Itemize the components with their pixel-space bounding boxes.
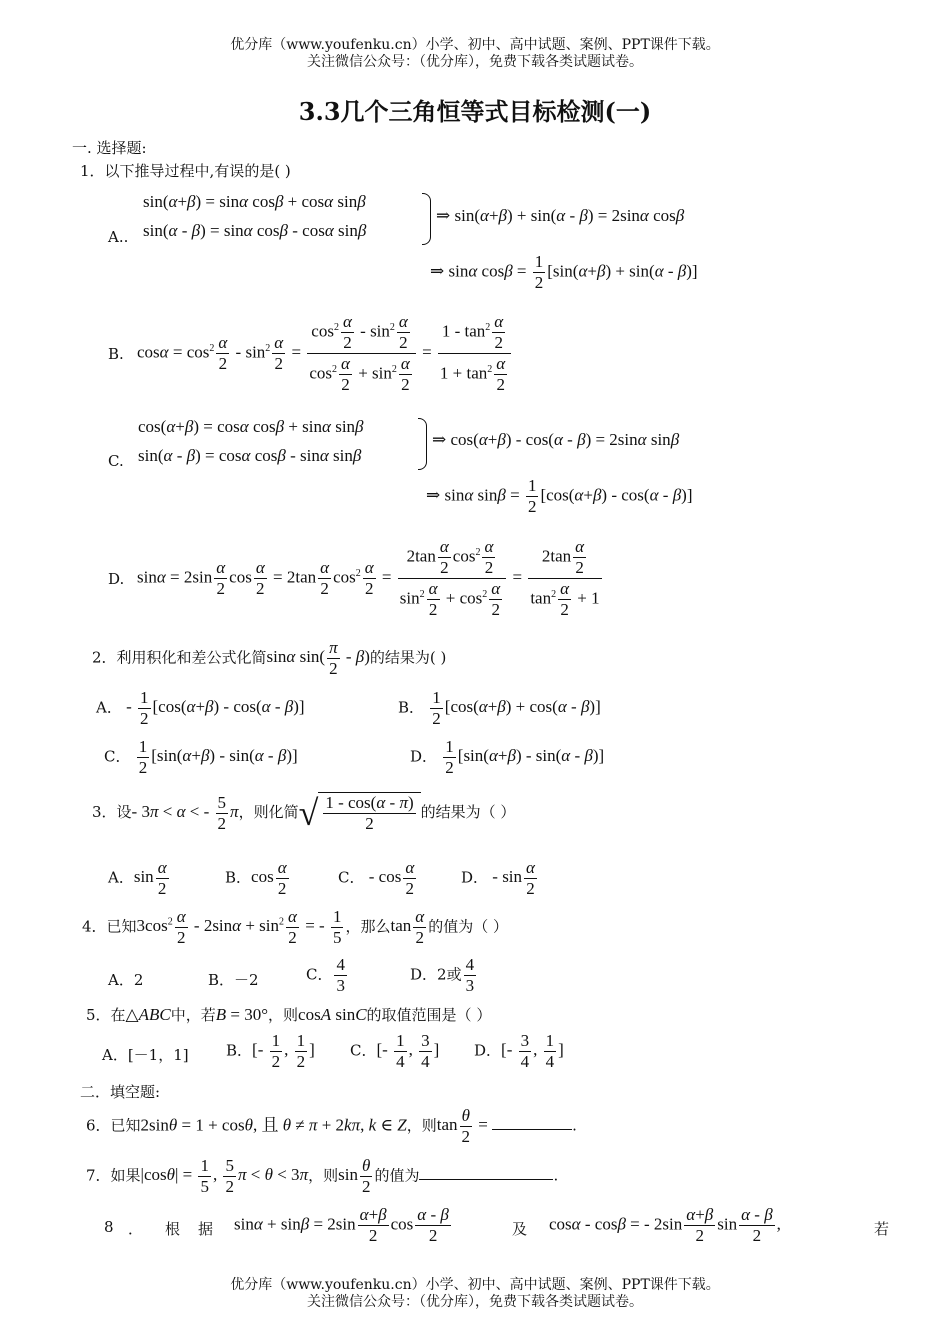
footer-line-2: 关注微信公众号：（优分库），免费下载各类试题试卷。 — [307, 1294, 643, 1310]
q4-option-d[interactable]: D．2或 $\frac{4}{3}$ — [410, 955, 475, 995]
q1-option-b-label: B. — [108, 345, 124, 363]
question-4-stem: 4．已知$3\cos^2$ $\frac{\alpha}{2}$ - $2\sin\alpha + \sin^2$ $\frac{\alpha}{2}$ = - $\frac{1}{5}$ ，那么tan $\frac{\alpha}{2}$ 的值为（ ） — [82, 907, 508, 947]
footer-line-1: 优分库（www.youfenku.cn）小学、初中、高中试题、案例、PPT课件下载。 — [230, 1277, 720, 1293]
q2-option-a[interactable]: A． - $\frac{1}{2}$ [cos(α+β) - cos(α - β)] — [96, 688, 305, 728]
section-choice-heading: 一. 选择题: — [72, 139, 147, 157]
q8-word-ruo: 若 — [874, 1220, 890, 1238]
question-2-stem: 2．利用积化和差公式化简sinα sin( $\frac{\pi}{2}$ - β)的结果为( ) — [92, 638, 447, 678]
q7-answer-blank[interactable] — [419, 1179, 553, 1180]
q1-a-line2: sin(α - β) = sinα cosβ - cosα sinβ — [143, 221, 367, 240]
q1-c-line1: cos(α+β) = cosα cosβ + sinα sinβ — [138, 417, 364, 436]
q1-c-conclusion: ⇒ sinα sinβ = $\frac{1}{2}$ [cos(α+β) - cos(α - β)] — [426, 476, 693, 516]
page-title: 3.3几个三角恒等式目标检测(一) — [298, 97, 652, 126]
q4-option-a[interactable]: A．2 — [108, 971, 144, 989]
q8-word-ju: 据 — [198, 1220, 214, 1238]
q2-option-d[interactable]: D． $\frac{1}{2}$ [sin(α+β) - sin(α - β)] — [410, 737, 605, 777]
q2-option-b[interactable]: B． $\frac{1}{2}$ [cos(α+β) + cos(α - β)] — [398, 688, 601, 728]
q8-word-ji: 及 — [512, 1220, 528, 1238]
q1-c-line2: sin(α - β) = cosα cosβ - sinα sinβ — [138, 446, 362, 465]
q4-option-c[interactable]: C． $\frac{4}{3}$ — [306, 955, 345, 995]
q8-formula-1: sinα + sinβ = 2sin $\frac{\alpha+\beta}{2}$ cos $\frac{\alpha - \beta}{2}$ — [234, 1205, 449, 1245]
q1-c-brace — [418, 418, 427, 470]
q5-option-c[interactable]: C．[- $\frac{1}{4}$ , $\frac{3}{4}$ ] — [350, 1031, 440, 1071]
q5-option-d[interactable]: D．[- $\frac{3}{4}$ , $\frac{1}{4}$ ] — [474, 1031, 564, 1071]
q2-option-c[interactable]: C． $\frac{1}{2}$ [sin(α+β) - sin(α - β)] — [104, 737, 298, 777]
q1-option-c-label: C. — [108, 452, 124, 470]
q3-option-a[interactable]: A．sin $\frac{\alpha}{2}$ — [108, 858, 167, 898]
q1-d-formula: sinα = 2sin $\frac{\alpha}{2}$ cos $\frac{\alpha}{2}$ = 2tan $\frac{\alpha}{2}$ $\cos^2$ $\frac{\alpha}{2}$ = 2tan $\frac{\alpha}{2}$ $\cos^2$ $\frac{\alpha}{2}$ $\sin^2$ $\frac{\alpha}{2}$ + $\cos^2$ $\frac{\alpha}{2}$ = 2tan $\frac{\alpha}{2}$ $\tan^2$ $\frac{\alpha}{2}$ + 1 — [137, 537, 600, 619]
section-fill-heading: 二．填空题: — [80, 1083, 161, 1101]
header-line-1: 优分库（www.youfenku.cn）小学、初中、高中试题、案例、PPT课件下载。 — [230, 37, 720, 53]
q1-b-formula: $\cos\alpha = \cos^2$ $\frac{\alpha}{2}$ - $\sin^2$ $\frac{\alpha}{2}$ = $\cos^2$ $\frac{\alpha}{2}$ - $\sin^2$ $\frac{\alpha}{2}$ $\cos^2$ $\frac{\alpha}{2}$ + $\sin^2$ $\frac{\alpha}{2}$ = $1 - \tan^2$ $\frac{\alpha}{2}$ $1 + \tan^2$ $\frac{\alpha}{2}$ — [137, 312, 513, 395]
q1-option-d-label: D. — [108, 570, 125, 588]
q8-word-gen: 根 — [165, 1220, 181, 1238]
q1-a-line1: sin(α+β) = sinα cosβ + cosα sinβ — [143, 192, 366, 211]
q4-option-b[interactable]: B．－2 — [208, 971, 259, 989]
q5-option-a[interactable]: A．[－1，1] — [102, 1046, 189, 1064]
q3-option-d[interactable]: D． - sin $\frac{\alpha}{2}$ — [461, 858, 535, 898]
q6-answer-blank[interactable] — [492, 1129, 572, 1130]
q1-option-a-label: A.. — [108, 228, 129, 246]
q1-a-result: ⇒ sin(α+β) + sin(α - β) = 2sinα cosβ — [436, 206, 685, 225]
q3-option-c[interactable]: C． - cos $\frac{\alpha}{2}$ — [338, 858, 415, 898]
q3-option-b[interactable]: B．cos $\frac{\alpha}{2}$ — [225, 858, 287, 898]
header-line-2: 关注微信公众号：（优分库），免费下载各类试题试卷。 — [307, 54, 643, 70]
q5-option-b[interactable]: B．[- $\frac{1}{2}$ , $\frac{1}{2}$ ] — [226, 1031, 315, 1071]
q1-c-result: ⇒ cos(α+β) - cos(α - β) = 2sinα sinβ — [432, 430, 680, 449]
question-5-stem: 5．在△ABC中，若B = 30°，则cosA sinC的取值范围是（ ） — [86, 1005, 492, 1024]
question-3-stem: 3．设- 3π < α < - $\frac{5}{2}$ π，则化简√ $\frac{1 - \cos(\alpha - \pi)}{2}$ 的结果为（ ） — [92, 792, 516, 833]
q8-dot: ． — [128, 1220, 144, 1238]
question-7-stem: 7．如果|cosθ| = $\frac{1}{5}$ , $\frac{5}{2}$ π < θ < 3π，则sin $\frac{\theta}{2}$ 的值为 . — [86, 1156, 559, 1196]
question-1-stem: 1．以下推导过程中,有误的是( ) — [80, 162, 291, 180]
q1-a-brace — [422, 193, 431, 245]
q1-a-conclusion: ⇒ sinα cosβ = $\frac{1}{2}$ [sin(α+β) + sin(α - β)] — [430, 252, 698, 292]
q8-number: 8 — [104, 1218, 114, 1236]
question-6-stem: 6．已知2sinθ = 1 + cosθ, 且 θ ≠ π + 2kπ, k ∈ Z，则tan $\frac{\theta}{2}$ = . — [86, 1106, 577, 1146]
q8-formula-2: cosα - cosβ = - 2sin $\frac{\alpha+\beta}{2}$ sin $\frac{\alpha - \beta}{2}$ , — [549, 1205, 781, 1245]
